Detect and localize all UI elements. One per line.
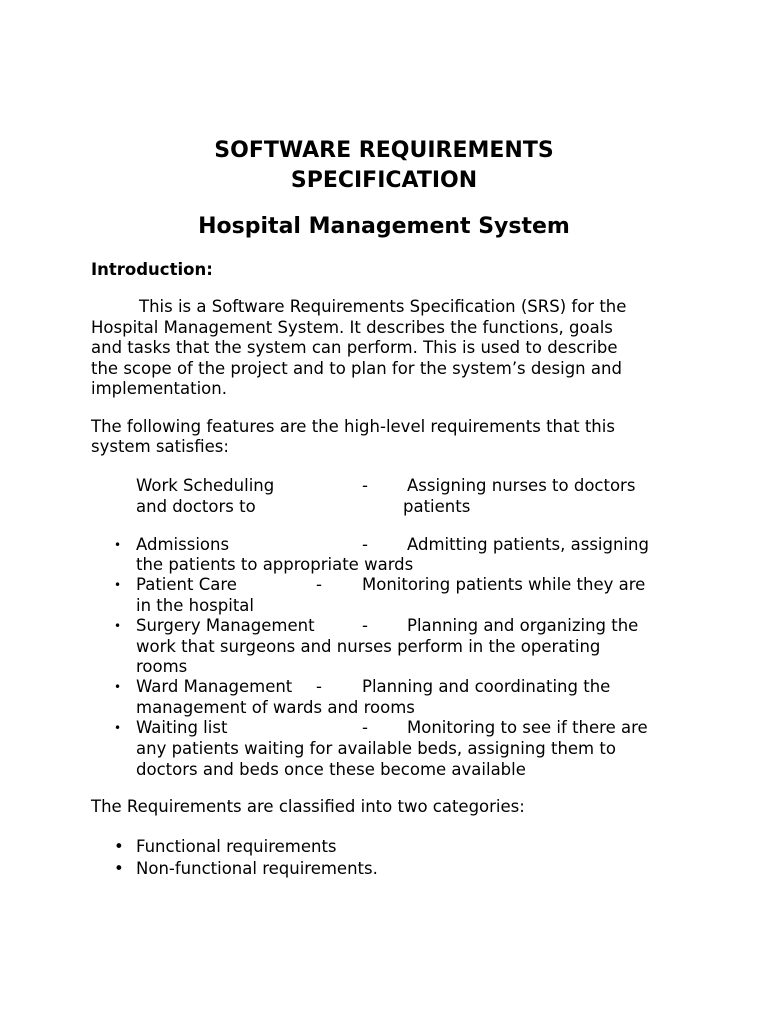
feature-cont: patients xyxy=(403,497,471,516)
feature-desc: Admitting patients, assigning xyxy=(407,535,649,554)
feature-dash: - xyxy=(362,718,368,737)
feature-desc: Planning and organizing the xyxy=(407,616,639,635)
feature-cont: any patients waiting for available beds, assigning them to xyxy=(136,739,616,758)
feature-cont: in the hospital xyxy=(136,596,254,615)
feature-desc: Monitoring to see if there are xyxy=(407,718,648,737)
features-line: The following features are the high-level requirements that this xyxy=(91,417,615,436)
feature-desc: Planning and coordinating the xyxy=(362,677,611,696)
features-line: system satisfies: xyxy=(91,437,229,456)
feature-cont: the patients to appropriate wards xyxy=(136,555,414,574)
feature-dash: - xyxy=(362,476,368,495)
bullet-icon: • xyxy=(114,619,122,633)
feature-name: Ward Management xyxy=(136,677,293,696)
feature-name: Patient Care xyxy=(136,575,237,594)
categories-intro: The Requirements are classified into two categories: xyxy=(91,797,525,816)
intro-line: the scope of the project and to plan for the system’s design and xyxy=(91,359,622,378)
feature-dash: - xyxy=(316,677,322,696)
feature-dash: - xyxy=(362,535,368,554)
intro-line: and tasks that the system can perform. This is used to describe xyxy=(91,338,618,357)
bullet-icon: • xyxy=(114,859,124,878)
feature-name: Surgery Management xyxy=(136,616,315,635)
feature-cont: management of wards and rooms xyxy=(136,698,415,717)
intro-heading: Introduction: xyxy=(91,260,213,279)
bullet-icon: • xyxy=(114,721,122,735)
bullet-icon: • xyxy=(114,578,122,592)
category-item: Functional requirements xyxy=(136,837,337,856)
feature-name: Waiting list xyxy=(136,718,228,737)
feature-desc: Monitoring patients while they are xyxy=(362,575,646,594)
intro-line: implementation. xyxy=(91,379,227,398)
feature-cont: doctors and beds once these become available xyxy=(136,760,526,779)
feature-cont: rooms xyxy=(136,657,188,676)
feature-dash: - xyxy=(316,575,322,594)
bullet-icon: • xyxy=(114,837,124,856)
doc-title-line1: SOFTWARE REQUIREMENTS xyxy=(214,138,554,163)
bullet-icon: • xyxy=(114,538,122,552)
feature-cont: work that surgeons and nurses perform in the operating xyxy=(136,637,601,656)
doc-subtitle: Hospital Management System xyxy=(198,214,570,239)
feature-name: Work Scheduling xyxy=(136,476,275,495)
intro-line: This is a Software Requirements Specification (SRS) for the xyxy=(139,297,627,316)
feature-desc: Assigning nurses to doctors xyxy=(407,476,636,495)
bullet-icon: • xyxy=(114,680,122,694)
intro-line: Hospital Management System. It describes the functions, goals xyxy=(91,318,613,337)
feature-dash: - xyxy=(362,616,368,635)
category-item: Non-functional requirements. xyxy=(136,859,378,878)
feature-name: Admissions xyxy=(136,535,230,554)
feature-cont: and doctors to xyxy=(136,497,256,516)
doc-title-line2: SPECIFICATION xyxy=(290,168,478,193)
